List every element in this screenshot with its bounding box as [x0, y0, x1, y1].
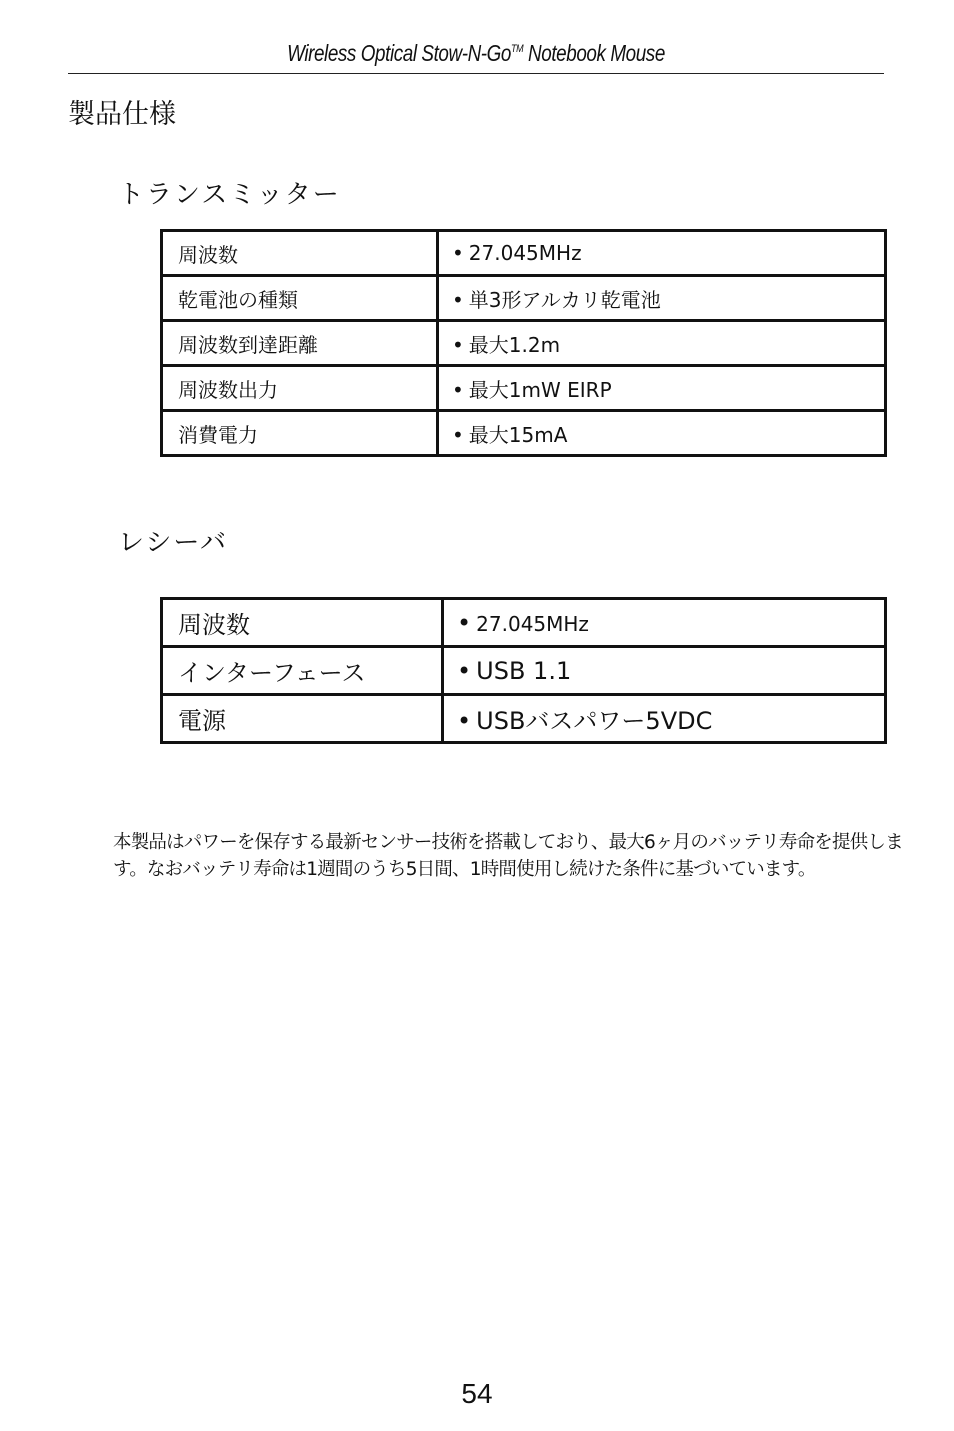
spec-value: 単3形アルカリ乾電池 [468, 287, 661, 312]
table-row [162, 231, 886, 276]
table-row [162, 321, 886, 366]
page-number: 54 [461, 1378, 493, 1409]
bullet-icon: • [452, 287, 464, 312]
running-header [141, 40, 810, 67]
table-row [162, 695, 886, 743]
spec-value-cell [443, 599, 886, 647]
spec-value-cell [443, 647, 886, 695]
table-row [162, 647, 886, 695]
bullet-icon: • [452, 422, 464, 447]
header-title-suffix: Notebook Mouse [523, 40, 665, 66]
table-row [162, 599, 886, 647]
header-title: Wireless Optical Stow-N-Go [287, 40, 512, 66]
spec-label: 周波数 [162, 231, 438, 276]
bullet-icon: • [457, 707, 472, 735]
spec-label: 周波数出力 [162, 366, 438, 411]
spec-value: 最大15mA [468, 422, 568, 447]
header-rule [68, 73, 884, 74]
bullet-icon: • [452, 377, 464, 402]
bullet-icon: • [452, 241, 464, 265]
bullet-icon: • [457, 608, 472, 637]
spec-value: USBバスパワー5VDC [476, 707, 713, 735]
table-row [162, 276, 886, 321]
bullet-icon: • [457, 656, 472, 685]
page-title: 製品仕様 [68, 99, 176, 130]
spec-value: 27.045MHz [468, 241, 582, 265]
spec-label: 電源 [162, 695, 443, 743]
spec-value-cell [443, 695, 886, 743]
spec-value-cell [438, 321, 886, 366]
receiver-spec-table [160, 597, 887, 744]
spec-label: インターフェース [162, 647, 443, 695]
spec-value: 27.045MHz [476, 611, 589, 636]
spec-value: 最大1mW EIRP [468, 377, 612, 402]
transmitter-section-title: トランスミッター [118, 180, 341, 210]
spec-label: 消費電力 [162, 411, 438, 456]
receiver-section-title: レシーバ [118, 528, 229, 558]
trademark-mark: TM [511, 43, 524, 55]
spec-label: 乾電池の種類 [162, 276, 438, 321]
spec-value-cell [438, 231, 886, 276]
spec-label: 周波数 [162, 599, 443, 647]
table-row [162, 411, 886, 456]
spec-value-cell [438, 276, 886, 321]
battery-life-note: 本製品はパワーを保存する最新センサー技術を搭載しており、最大6ヶ月のバッテリ寿命を提供します。なおバッテリ寿命は1週間のうち5日間、1時間使用し続けた条件に基づいています。 [113, 832, 903, 880]
spec-value-cell [438, 366, 886, 411]
spec-value: 最大1.2m [468, 332, 561, 357]
spec-value-cell [438, 411, 886, 456]
table-row [162, 366, 886, 411]
bullet-icon: • [452, 332, 464, 357]
transmitter-spec-table [160, 229, 887, 457]
spec-value: USB 1.1 [476, 656, 572, 685]
spec-label: 周波数到達距離 [162, 321, 438, 366]
